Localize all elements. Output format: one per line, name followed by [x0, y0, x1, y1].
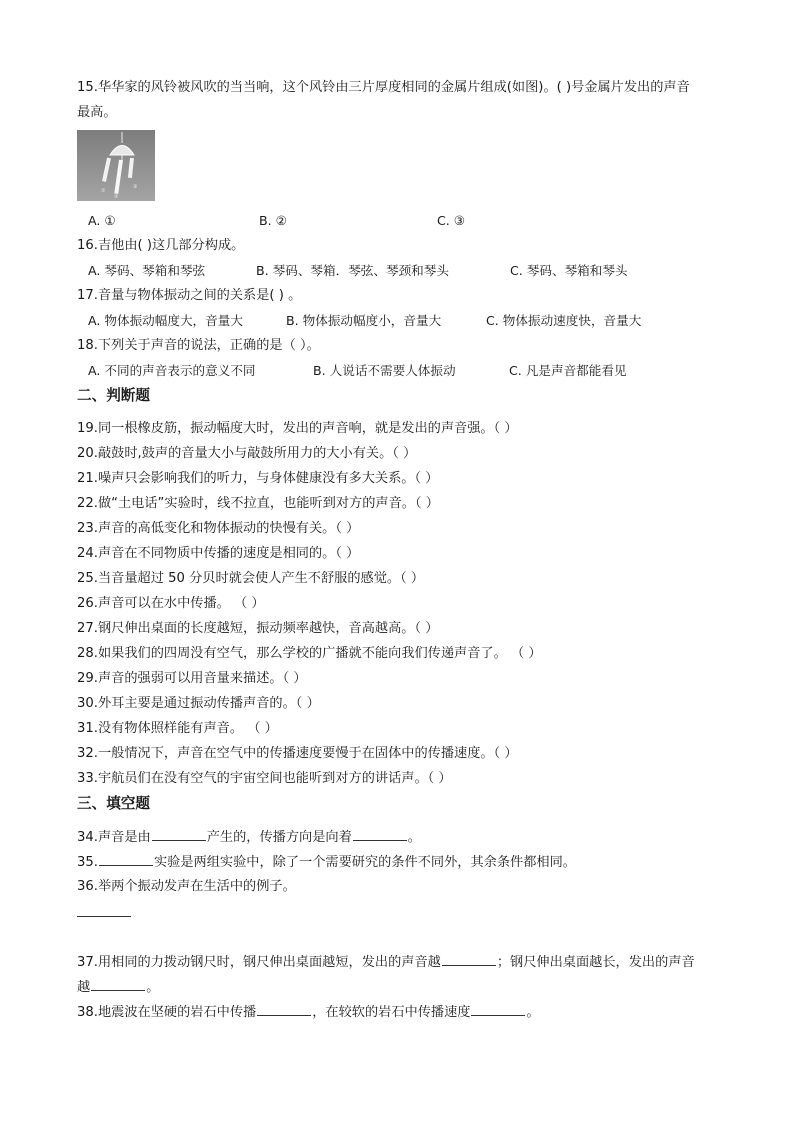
q17-option-b[interactable]: B. 物体振动幅度小，音量大	[286, 313, 442, 328]
fill-question-37-line2	[77, 978, 159, 997]
q37-part4: 。	[146, 980, 160, 995]
q34-part3: 。	[407, 830, 421, 845]
q18-option-b[interactable]: B. 人说话不需要人体振动	[313, 363, 456, 378]
q16-option-c[interactable]: C. 琴码、琴箱和琴头	[510, 263, 628, 278]
question-15-line2: 最高。	[77, 105, 117, 120]
judge-question-23: 23.声音的高低变化和物体振动的快慢有关。（ ）	[77, 521, 360, 536]
question-15-line1: 15.华华家的风铃被风吹的当当响，这个风铃由三片厚度相同的金属片组成(如图)。( )号金属片发出的声音	[77, 80, 690, 95]
q37-part1: 37.用相同的力拨动钢尺时，钢尺伸出桌面越短，发出的声音越	[77, 955, 441, 970]
q38-part2: ，在较软的岩石中传播速度	[312, 1005, 471, 1020]
q38-part1: 38.地震波在坚硬的岩石中传播	[77, 1005, 257, 1020]
q35-part2: 实验是两组实验中，除了一个需要研究的条件不同外，其余条件都相同。	[153, 855, 576, 870]
q37-part2: ；钢尺伸出桌面越长，发出的声音	[496, 955, 695, 970]
judge-question-25: 25.当音量超过 50 分贝时就会使人产生不舒服的感觉。（ ）	[77, 571, 425, 586]
q37-blank-1[interactable]	[442, 953, 496, 966]
q38-part3: 。	[526, 1005, 540, 1020]
fill-question-35	[77, 853, 576, 872]
judge-question-33: 33.宇航员们在没有空气的宇宙空间也能听到对方的讲话声。（ ）	[77, 771, 452, 786]
q37-blank-2[interactable]	[91, 978, 145, 991]
judge-question-22: 22.做“土电话”实验时，线不拉直，也能听到对方的声音。（ ）	[77, 496, 439, 511]
q34-part1: 34.声音是由	[77, 830, 151, 845]
section-heading-fill-in: 三、填空题	[77, 795, 150, 812]
judge-question-24: 24.声音在不同物质中传播的速度是相同的。（ ）	[77, 546, 360, 561]
q17-option-a[interactable]: A. 物体振动幅度大，音量大	[88, 313, 243, 328]
q34-blank-1[interactable]	[152, 828, 206, 841]
q34-part2: 产生的，传播方向是向着	[206, 830, 352, 845]
judge-question-28: 28.如果我们的四周没有空气，那么学校的广播就不能向我们传递声音了。 （ ）	[77, 646, 542, 661]
judge-question-30: 30.外耳主要是通过振动传播声音的。（ ）	[77, 696, 320, 711]
judge-question-20: 20.敲鼓时,鼓声的音量大小与敲鼓所用力的大小有关。（ ）	[77, 446, 417, 461]
judge-question-27: 27.钢尺伸出桌面的长度越短，振动频率越快，音高越高。（ ）	[77, 621, 439, 636]
q35-blank-1[interactable]	[99, 853, 153, 866]
judge-question-19: 19.同一根橡皮筋，振动幅度大时，发出的声音响，就是发出的声音强。（ ）	[77, 421, 518, 436]
question-17: 17.音量与物体振动之间的关系是( ) 。	[77, 288, 302, 303]
q36-answer-line[interactable]	[77, 916, 131, 917]
q38-blank-1[interactable]	[257, 1003, 311, 1016]
svg-text:①: ①	[101, 188, 106, 194]
fill-question-37-line1	[77, 953, 695, 972]
question-16: 16.吉他由( )这几部分构成。	[77, 238, 245, 253]
judge-question-31: 31.没有物体照样能有声音。 （ ）	[77, 721, 278, 736]
q17-option-c[interactable]: C. 物体振动速度快，音量大	[486, 313, 642, 328]
q18-option-a[interactable]: A. 不同的声音表示的意义不同	[88, 363, 256, 378]
judge-question-32: 32.一般情况下，声音在空气中的传播速度要慢于在固体中的传播速度。（ ）	[77, 746, 518, 761]
q34-blank-2[interactable]	[353, 828, 407, 841]
section-heading-judgement: 二、判断题	[77, 387, 150, 404]
judge-question-26: 26.声音可以在水中传播。 （ ）	[77, 596, 265, 611]
question-18: 18.下列关于声音的说法，正确的是（ ）。	[77, 338, 320, 353]
q15-option-b[interactable]: B. ②	[259, 213, 287, 228]
q18-option-c[interactable]: C. 凡是声音都能看见	[509, 363, 627, 378]
q37-part3: 越	[77, 980, 91, 995]
fill-question-38	[77, 1003, 540, 1022]
q35-part1: 35.	[77, 855, 98, 870]
q15-option-c[interactable]: C. ③	[437, 213, 466, 228]
q16-option-b[interactable]: B. 琴码、琴箱．琴弦、琴颈和琴头	[256, 263, 449, 278]
judge-question-21: 21.噪声只会影响我们的听力，与身体健康没有多大关系。（ ）	[77, 471, 439, 486]
svg-text:③: ③	[133, 184, 138, 190]
q15-option-a[interactable]: A. ①	[88, 213, 116, 228]
svg-text:②: ②	[114, 194, 119, 200]
fill-question-36: 36.举两个振动发声在生活中的例子。	[77, 879, 296, 894]
q38-blank-2[interactable]	[471, 1003, 525, 1016]
judge-question-29: 29.声音的强弱可以用音量来描述。（ ）	[77, 671, 307, 686]
q16-option-a[interactable]: A. 琴码、琴箱和琴弦	[88, 263, 206, 278]
wind-chime-image	[77, 130, 155, 201]
fill-question-34	[77, 828, 421, 847]
